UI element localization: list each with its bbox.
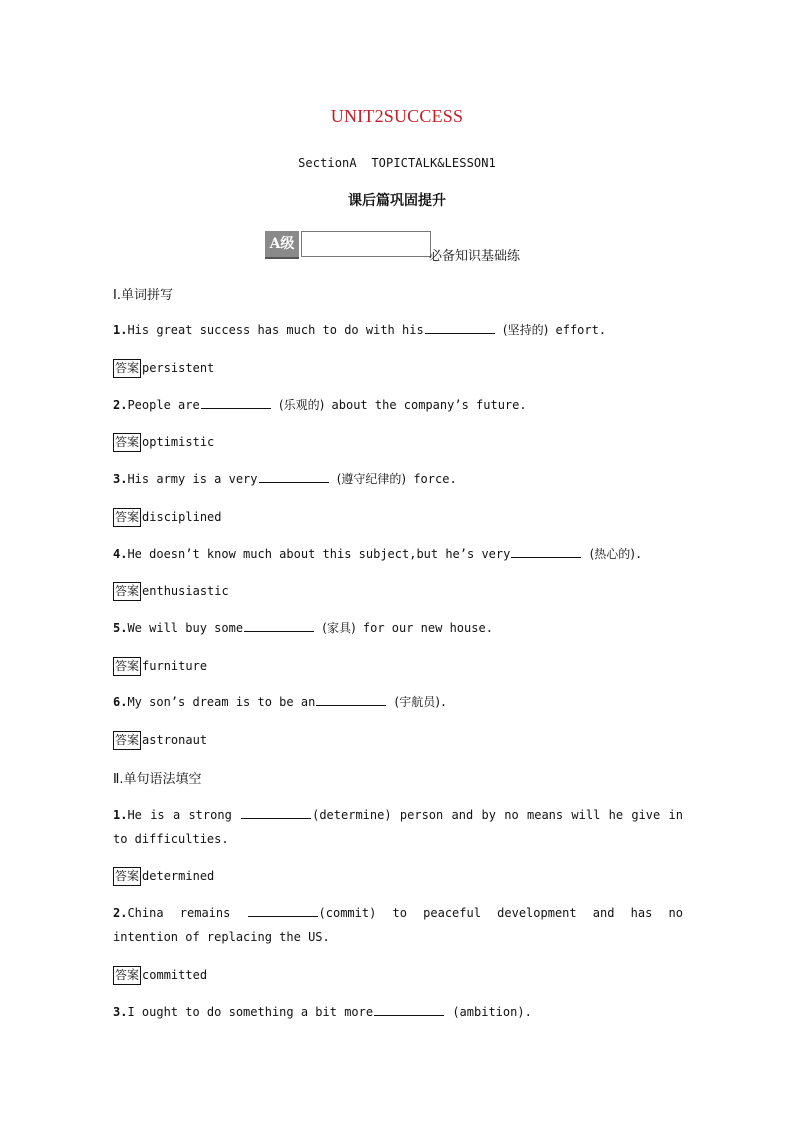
answer-tag: 答案 [113, 731, 141, 750]
question-item: 3.His army is a very (遵守纪律的) force. [113, 472, 457, 486]
unit-title: UNIT2SUCCESS [330, 106, 464, 126]
section-title-spelling: Ⅰ.单词拼写 [113, 288, 173, 303]
question-item: 3.I ought to do something a bit more (ambition). [113, 1005, 532, 1019]
answer-blank[interactable] [248, 904, 318, 917]
answer-tag: 答案 [113, 867, 141, 886]
answer-blank[interactable] [259, 470, 329, 483]
answer-text: enthusiastic [142, 584, 229, 598]
answer-text: optimistic [142, 435, 215, 449]
question-item: 1.He is a strong (determine) person and by no means will he give in to difficulties. [113, 808, 683, 846]
answer-text: disciplined [142, 510, 222, 524]
answer-text: furniture [142, 659, 208, 673]
question-item: 2.China remains (commit) to peaceful development and has no intention of replacing the US. [113, 906, 683, 944]
level-label: 必备知识基础练 [429, 249, 521, 264]
answer-blank[interactable] [425, 321, 495, 334]
answer-tag: 答案 [113, 657, 141, 676]
answer-text: determined [142, 869, 215, 883]
answer-blank[interactable] [374, 1003, 444, 1016]
answer-tag: 答案 [113, 433, 141, 452]
section-subtitle: SectionA TOPICTALK&LESSON1 [298, 156, 496, 170]
answer-blank[interactable] [511, 545, 581, 558]
answer-tag: 答案 [113, 582, 141, 601]
answer-line [113, 866, 214, 886]
answer-line [113, 730, 207, 750]
answer-line [113, 965, 207, 985]
answer-text: committed [142, 968, 208, 982]
question-item: 4.He doesn’t know much about this subject,but he’s very (热心的). [113, 547, 643, 561]
answer-line [113, 432, 214, 452]
question-item: 6.My son’s dream is to be an (宇航员). [113, 695, 448, 709]
question-item: 2.People are (乐观的) about the company’s future. [113, 398, 527, 412]
level-underline [301, 256, 431, 257]
answer-text: astronaut [142, 733, 208, 747]
question-item: 1.His great success has much to do with his (坚持的) effort. [113, 323, 607, 337]
question-item: 5.We will buy some (家具) for our new house. [113, 621, 493, 635]
section-title-grammar: Ⅱ.单句语法填空 [113, 772, 202, 787]
answer-tag: 答案 [113, 359, 141, 378]
answer-blank[interactable] [316, 693, 386, 706]
level-badge: A级 [265, 231, 299, 259]
answer-line [113, 581, 229, 601]
answer-line [113, 656, 207, 676]
answer-line [113, 358, 214, 378]
answer-blank[interactable] [244, 619, 314, 632]
answer-tag: 答案 [113, 508, 141, 527]
answer-blank[interactable] [241, 806, 311, 819]
answer-blank[interactable] [201, 396, 271, 409]
practice-heading: 课后篇巩固提升 [348, 193, 446, 209]
answer-line [113, 507, 222, 527]
level-box [301, 231, 431, 256]
answer-text: persistent [142, 361, 215, 375]
answer-tag: 答案 [113, 966, 141, 985]
